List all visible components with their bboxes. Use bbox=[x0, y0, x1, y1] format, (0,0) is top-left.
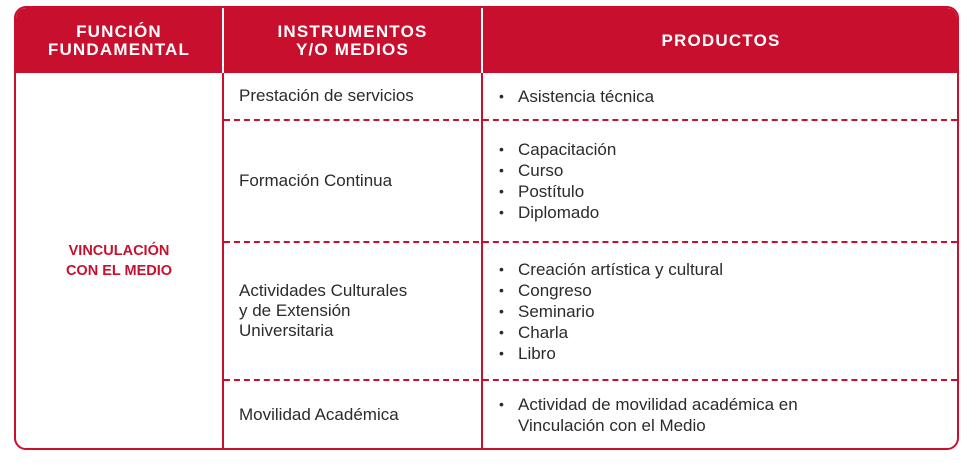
products-list bbox=[498, 394, 798, 436]
list-item bbox=[498, 280, 723, 301]
function-label: VINCULACIÓN CON EL MEDIO bbox=[65, 242, 173, 279]
bullet-icon: • bbox=[499, 204, 504, 220]
instrument-cell bbox=[224, 381, 481, 448]
bullet-icon: • bbox=[499, 141, 504, 157]
products-cell bbox=[483, 121, 957, 241]
header-instruments-label: INSTRUMENTOS Y/O MEDIOS bbox=[277, 21, 428, 59]
products-cell bbox=[483, 73, 957, 119]
bullet-icon: • bbox=[499, 323, 504, 340]
bullet-icon: • bbox=[499, 344, 504, 361]
products-list bbox=[498, 86, 654, 107]
products-list bbox=[498, 139, 616, 223]
table-header bbox=[16, 8, 957, 73]
products-list bbox=[498, 259, 723, 364]
product-label: Asistencia técnica bbox=[518, 86, 655, 106]
list-item bbox=[498, 343, 723, 364]
table-row bbox=[224, 243, 957, 379]
product-label: Libro bbox=[518, 343, 556, 363]
bullet-icon: • bbox=[499, 162, 504, 178]
instrument-label: Actividades Culturales y de Extensión Universitaria bbox=[239, 281, 408, 340]
instrument-label: Formación Continua bbox=[239, 171, 393, 190]
header-products bbox=[483, 8, 959, 73]
list-item bbox=[498, 394, 798, 436]
product-label: Congreso bbox=[518, 280, 592, 300]
list-item bbox=[498, 202, 616, 223]
product-label: Diplomado bbox=[518, 203, 600, 222]
table-row bbox=[224, 381, 957, 448]
header-function-label: FUNCIÓN FUNDAMENTAL bbox=[47, 21, 191, 59]
product-label: Charla bbox=[518, 322, 569, 342]
list-item bbox=[498, 259, 723, 280]
products-cell bbox=[483, 243, 957, 379]
list-item bbox=[498, 139, 616, 160]
instrument-cell bbox=[224, 243, 481, 379]
product-label: Actividad de movilidad académica en Vinculación con el Medio bbox=[518, 394, 798, 435]
product-label: Postítulo bbox=[518, 182, 585, 201]
product-label: Seminario bbox=[518, 301, 595, 321]
bullet-icon: • bbox=[499, 281, 504, 298]
list-item bbox=[498, 86, 654, 107]
product-label: Curso bbox=[518, 161, 564, 180]
bullet-icon: • bbox=[499, 87, 504, 104]
instrument-cell bbox=[224, 73, 481, 119]
list-item bbox=[498, 160, 616, 181]
instrument-cell bbox=[224, 121, 481, 241]
products-table bbox=[14, 6, 959, 450]
table-row bbox=[224, 121, 957, 241]
header-function bbox=[16, 8, 222, 73]
bullet-icon: • bbox=[499, 260, 504, 277]
instrument-label: Prestación de servicios bbox=[239, 86, 414, 105]
header-instruments bbox=[224, 8, 481, 73]
list-item bbox=[498, 301, 723, 322]
table-row bbox=[224, 73, 957, 119]
instrument-label: Movilidad Académica bbox=[239, 404, 399, 424]
header-products-label: PRODUCTOS bbox=[661, 30, 781, 50]
product-label: Creación artística y cultural bbox=[518, 259, 724, 279]
products-cell bbox=[483, 381, 957, 448]
list-item bbox=[498, 322, 723, 343]
bullet-icon: • bbox=[499, 302, 504, 319]
function-cell bbox=[16, 73, 222, 448]
list-item bbox=[498, 181, 616, 202]
product-label: Capacitación bbox=[518, 140, 617, 159]
bullet-icon: • bbox=[499, 183, 504, 199]
bullet-icon: • bbox=[499, 395, 504, 412]
